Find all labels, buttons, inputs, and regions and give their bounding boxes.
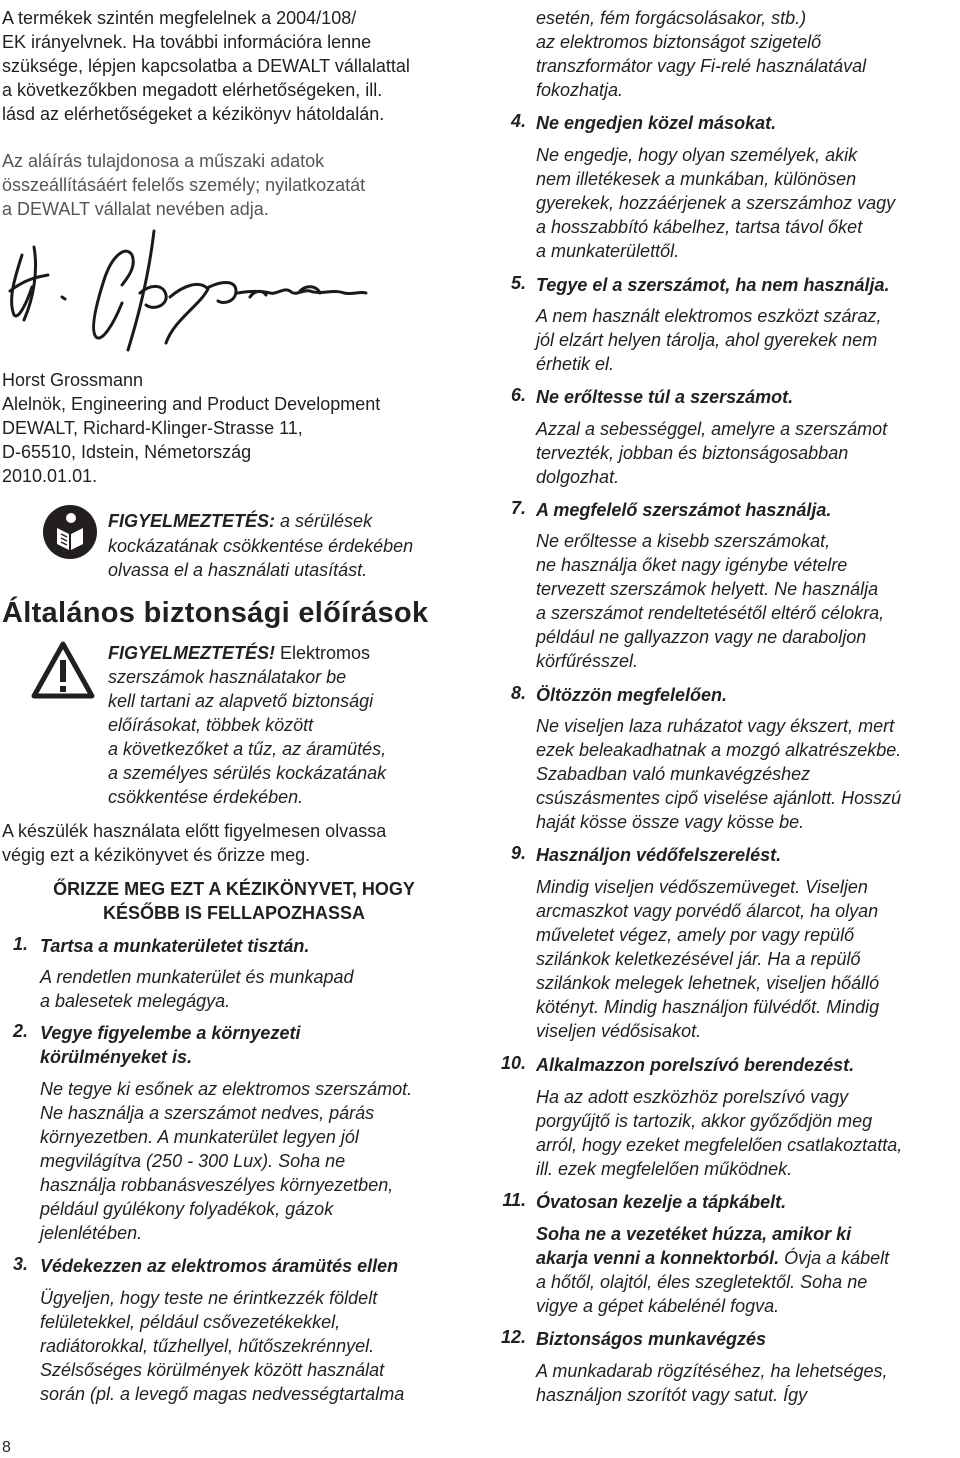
text-line: ne használja őket nagy igénybe vételre [536,555,848,575]
text-line: gyerekek, hozzáérjenek a szerszámhoz vagy [536,193,896,213]
list-title: Használjon védőfelszerelést. [536,845,782,865]
text-line: az elektromos biztonságot szigetelő [536,32,822,52]
warning-text [108,509,372,533]
text-line: Szabadban való munkavégzéshez [536,764,811,784]
text-line [536,1246,889,1270]
list-number: 5. [510,273,526,293]
list-number: 7. [510,498,526,518]
list-number: 8. [510,683,526,703]
text-line: felületekkel, például csővezetékekkel, [40,1312,341,1332]
text-line: szilánkok keletkezésével jár. Ha a repülő [536,949,861,969]
page-number: 8 [2,1439,11,1456]
list-number: 10. [500,1053,526,1073]
text-line: Ne viseljen laza ruházatot vagy ékszert, mert [536,716,895,736]
text-line: haját kösse össze vagy kösse be. [536,812,805,832]
text-line: a hőtől, olajtól, éles szegletektől. Soha ne [536,1272,868,1292]
list-title: Öltözzön megfelelően. [536,685,728,705]
list-number: 11. [502,1190,526,1210]
text-line: EK irányelvnek. Ha további információra lenne [2,32,372,52]
text-line: Ne engedje, hogy olyan személyek, akik [536,145,858,165]
text-line: végig ezt a kézikönyvet és őrizze meg. [2,845,311,865]
list-title: Alkalmazzon porelszívó berendezést. [536,1055,855,1075]
text-line: tervezett szerszámok helyett. Ne használja [536,579,879,599]
text-line: Azzal a sebességgel, amelyre a szerszámot [536,419,888,439]
text-line: előírásokat, többek között [108,715,314,735]
text-line: érhetik el. [536,354,615,374]
signature-image [4,225,374,355]
text-line: A rendetlen munkaterület és munkapad [40,967,354,987]
text-line: porgyűjtő is tartozik, akkor győződjön meg [536,1111,873,1131]
list-number: 6. [510,385,526,405]
list-number: 4. [510,111,526,131]
section-heading: Általános biztonsági előírások [2,597,429,629]
text-line: a személyes sérülés kockázatának [108,763,387,783]
text-line: során (pl. a levegő magas nedvességtartalma [40,1384,405,1404]
text-line: Az aláírás tulajdonosa a műszaki adatok [2,151,325,171]
text-line: szüksége, lépjen kapcsolatba a DEWALT vállalattal [2,56,410,76]
text-line: dolgozhat. [536,467,620,487]
text-line: kockázatának csökkentése érdekében [108,536,414,556]
keep-manual-heading: KÉSŐBB IS FELLAPOZHASSA [102,903,366,923]
text-line: Ne használja a szerszámot nedves, párás [40,1103,375,1123]
warning2-first-line [108,641,370,665]
text-line: ill. ezek megfelelően működnek. [536,1159,793,1179]
text-line: ezek beleakadhatnak a mozgó alkatrészekbe. [536,740,902,760]
list-number: 1. [12,934,28,954]
text-line: a munkaterülettől. [536,241,680,261]
warning-label: FIGYELMEZTETÉS: [108,511,276,531]
list-title: Védekezzen az elektromos áramütés ellen [40,1256,399,1276]
text-line: használja robbanásveszélyes környezetben, [40,1175,394,1195]
list-title: A megfelelő szerszámot használja. [536,500,832,520]
list-title: Tegye el a szerszámot, ha nem használja. [536,275,890,295]
text-line: Ha az adott eszközhöz porelszívó vagy [536,1087,849,1107]
text-line: a szerszámot rendeltetésétől eltérő célokra, [536,603,885,623]
text-line: szerszámok használatakor be [108,667,347,687]
list-title: körülményeket is. [40,1047,193,1067]
text-line: lásd az elérhetőségeket a kézikönyv hátoldalán. [2,104,385,124]
text-line: A munkadarab rögzítéséhez, ha lehetséges, [536,1361,888,1381]
signer-address: DEWALT, Richard-Klinger-Strasse 11, [2,418,303,438]
text-line: szilánkok melegek lehetnek, viseljen hőálló [536,973,880,993]
text-line: radiátorokkal, tűzhellyel, hűtőszekrénnyel. [40,1336,375,1356]
text-line: Mindig viseljen védőszemüveget. Viseljen [536,877,868,897]
list-number: 2. [12,1021,28,1041]
list-title: Ne engedjen közel másokat. [536,113,777,133]
signer-name: Horst Grossmann [2,370,144,390]
signer-title: Alelnök, Engineering and Product Development [2,394,381,414]
text-line: Ügyeljen, hogy teste ne érintkezzék földelt [40,1288,378,1308]
list-number: 9. [510,843,526,863]
text-line: arcmaszkot vagy porvédő álarcot, ha olyan [536,901,879,921]
list-title: Biztonságos munkavégzés [536,1329,767,1349]
text-line: transzformátor vagy Fi-relé használatával [536,56,867,76]
text-span: Óvja a kábelt [779,1248,890,1268]
text-line: a sérülések [275,511,373,531]
text-line: Ne erőltesse a kisebb szerszámokat, [536,531,831,551]
text-line: tervezték, jobban és biztonságosabban [536,443,849,463]
text-line: környezetben. A munkaterület legyen jól [40,1127,359,1147]
text-line: műveletet végez, amely por vagy repülő [536,925,855,945]
text-line: összeállításáért felelős személy; nyilatkozatát [2,175,366,195]
text-line: körfűrésszel. [536,651,639,671]
text-line: vigye a gépet kábelénél fogva. [536,1296,780,1316]
warning-triangle-icon [30,640,96,700]
text-line: Soha ne a vezetéket húzza, amikor ki [536,1224,852,1244]
text-line: használjon szorítót vagy satut. Így [536,1385,808,1405]
text-line: a következőkben megadott elérhetőségeken, ill. [2,80,383,100]
keep-manual-heading: ŐRIZZE MEG EZT A KÉZIKÖNYVET, HOGY [53,879,415,899]
read-manual-icon [42,504,98,560]
warning-label: FIGYELMEZTETÉS! [108,643,276,663]
text-span: akarja venni a konnektorból. [536,1248,780,1268]
list-number: 12. [500,1327,526,1347]
text-line: megvilágítva (250 - 300 Lux). Soha ne [40,1151,346,1171]
text-line: A készülék használata előtt figyelmesen olvassa [2,821,387,841]
text-line: Ne tegye ki esőnek az elektromos szerszámot. [40,1079,413,1099]
text-line: jól elzárt helyen tárolja, ahol gyerekek nem [536,330,878,350]
text-line: A termékek szintén megfelelnek a 2004/108/ [2,8,357,28]
text-line: például gyúlékony folyadékok, gázok [40,1199,334,1219]
list-title: Óvatosan kezelje a tápkábelt. [536,1192,787,1212]
text-line: csökkentése érdekében. [108,787,304,807]
list-number: 3. [12,1254,28,1274]
text-line: viseljen védősisakot. [536,1021,702,1041]
text-line: például ne gallyazzon vagy ne daraboljon [536,627,867,647]
text-line: kell tartani az alapvető biztonsági [108,691,374,711]
text-line: Szélsőséges körülmények között használat [40,1360,385,1380]
text-line: a hosszabbító kábelhez, tartsa távol őket [536,217,863,237]
text-line: a DEWALT vállalat nevében adja. [2,199,269,219]
text-line: csúszásmentes cipő viselése ajánlott. Hosszú [536,788,902,808]
text-line: arról, hogy ezeket megfelelően csatlakoztatta, [536,1135,903,1155]
text-line: a balesetek melegágya. [40,991,231,1011]
text-line: nem illetékesek a munkában, különösen [536,169,857,189]
signer-city: D-65510, Idstein, Németország [2,442,252,462]
text-line: kötényt. Mindig használjon fülvédőt. Mindig [536,997,880,1017]
text-line: jelenlétében. [40,1223,143,1243]
list-title: Ne erőltesse túl a szerszámot. [536,387,794,407]
text-line: fokozhatja. [536,80,624,100]
text-line: esetén, fém forgácsolásakor, stb.) [536,8,807,28]
text-line: Elektromos [275,643,371,663]
list-title: Vegye figyelembe a környezeti [40,1023,301,1043]
signer-date: 2010.01.01. [2,466,98,486]
text-line: olvassa el a használati utasítást. [108,560,368,580]
text-line: A nem használt elektromos eszközt száraz, [536,306,882,326]
list-title: Tartsa a munkaterületet tisztán. [40,936,310,956]
text-line: a következőket a tűz, az áramütés, [108,739,387,759]
